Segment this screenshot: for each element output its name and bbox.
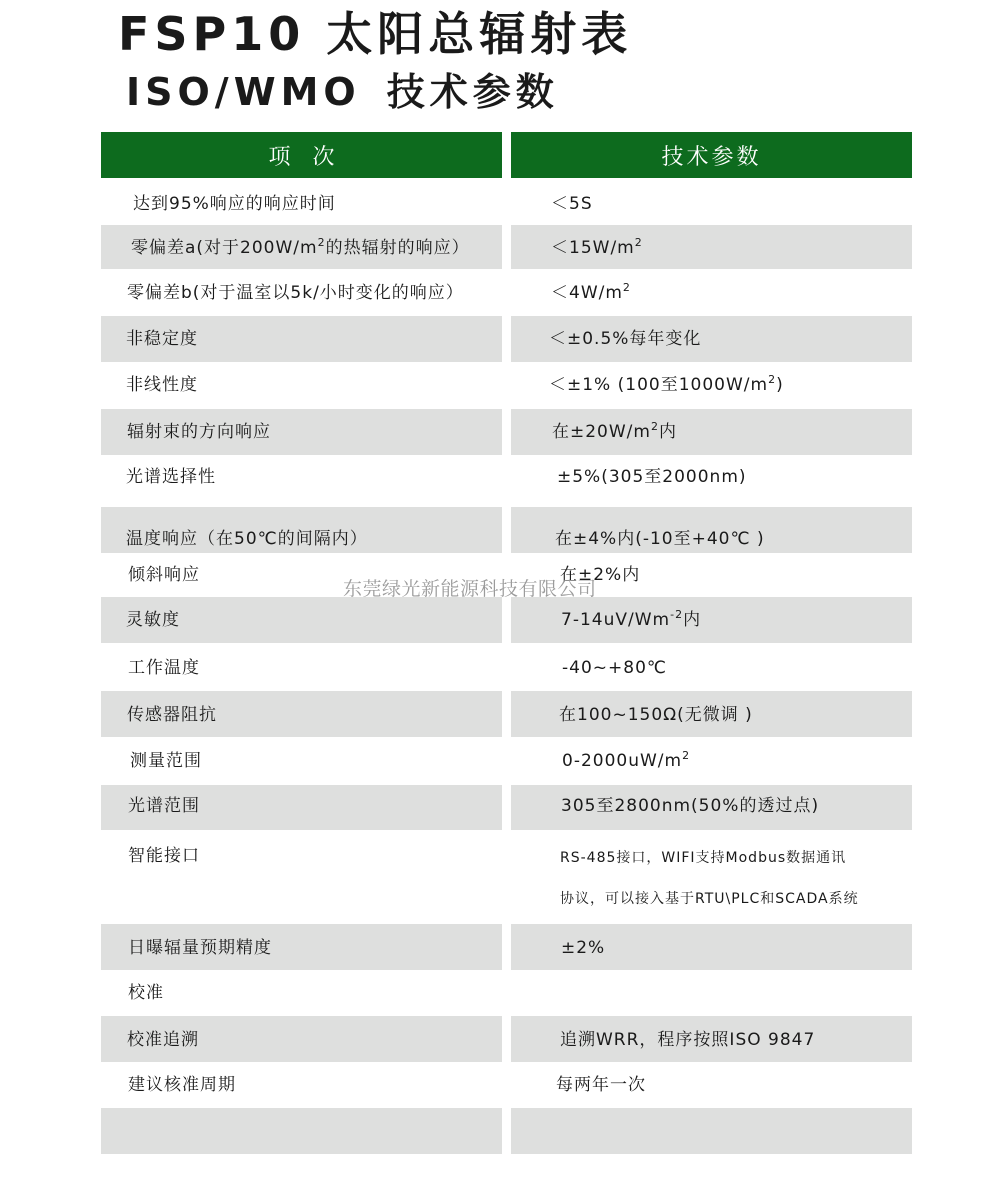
table-row [0,1062,1008,1108]
row-value: 在$\pm 20W/m^2$内 [552,420,677,442]
page-subtitle [126,64,559,120]
table-row [0,362,1008,408]
header-item [101,132,502,178]
row-value-line2: 协议，可以接入基于RTU\PLC和SCADA系统 [560,891,859,907]
table-row-empty [0,1108,1008,1154]
row-item: 建议核准周期 [128,1075,236,1095]
row-item: 辐射束的方向响应 [127,422,271,442]
table-row [0,785,1008,830]
table-row [0,597,1008,643]
row-item: 传感器阻抗 [127,705,217,725]
row-item: 零偏差b(对于温室以5k/小时变化的响应） [127,283,464,303]
row-value: ±2% [561,938,606,958]
table-row [0,270,1008,316]
row-item: 工作温度 [128,658,200,678]
table-row [0,830,1008,924]
row-item: 非线性度 [126,375,198,395]
row-item: 光谱范围 [128,796,200,816]
row-value: 追溯WRR，程序按照ISO 9847 [560,1030,816,1050]
row-value: $0-2000uW/m^2$ [562,749,691,771]
row-value: 305至2800nm(50%的透过点) [561,796,820,816]
row-item: 测量范围 [130,751,202,771]
row-value: 在±4%内(-10至+40℃ ) [555,529,765,549]
row-value: 在±2%内 [560,565,641,585]
row-item: 校准 [128,983,164,1003]
row-value: $<4W/m^2$ [551,281,631,303]
company-watermark: 东莞绿光新能源科技有限公司 [343,578,597,600]
row-item: 倾斜响应 [128,565,200,585]
subtitle-standard: ISO/WMO [126,70,361,114]
row-item: 校准追溯 [127,1030,199,1050]
table-row [0,924,1008,970]
row-value: -40~+80℃ [562,658,667,678]
row-value-line1: RS-485接口，WIFI支持Modbus数据通讯 [560,850,847,866]
row-item: 智能接口 [128,846,200,866]
table-row [0,316,1008,362]
table-row [0,225,1008,269]
table-row [0,455,1008,505]
table-row [0,643,1008,691]
row-value: ＜±1% (100至$1000W/m^2$) [549,373,784,395]
header-item-label: 项次 [268,144,357,170]
row-value: $<15W/m^2$ [551,236,643,258]
row-value: ＜5S [551,194,593,214]
row-item: 灵敏度 [126,610,180,630]
subtitle-params: 技术参数 [386,70,559,114]
table-row [0,1016,1008,1062]
table-row [0,691,1008,737]
table-row [0,507,1008,553]
page-title: FSP10 太阳总辐射表 [118,7,633,61]
table-row [0,970,1008,1016]
row-item: 非稳定度 [126,329,198,349]
header-param [511,132,912,178]
table-row [0,737,1008,785]
row-cell-left [101,1108,502,1154]
row-cell-right [511,1108,912,1154]
table-row [0,409,1008,455]
row-item: 光谱选择性 [126,467,216,487]
row-item: 零偏差a(对于$200W/m^2$的热辐射的响应） [131,236,470,258]
row-value: ±5%(305至2000nm) [557,467,747,487]
row-value: $7-14uV/Wm^{-2}$内 [561,608,702,630]
row-value: 每两年一次 [556,1075,646,1095]
row-item: 日曝辐量预期精度 [128,938,272,958]
row-item: 达到95%响应的响应时间 [133,194,336,214]
row-value: 在100~150Ω(无微调 ) [559,705,753,725]
header-param-label: 技术参数 [661,144,762,170]
row-value: ＜±0.5%每年变化 [549,329,702,349]
table-row [0,181,1008,225]
row-item: 温度响应（在50℃的间隔内） [126,529,368,549]
